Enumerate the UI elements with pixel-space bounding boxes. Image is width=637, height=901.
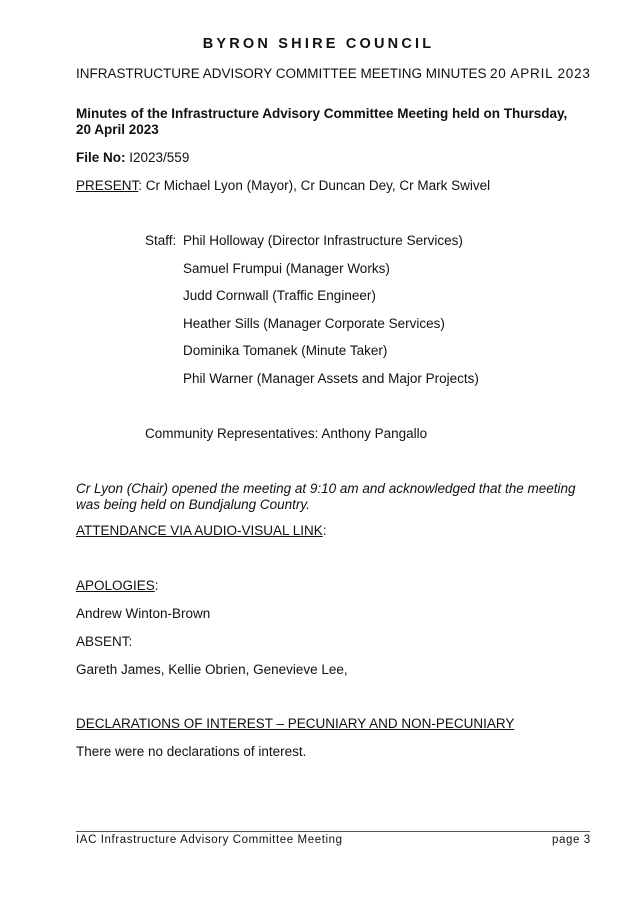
staff-member: Phil Warner (Manager Assets and Major Projects) — [183, 371, 479, 386]
absent-names: Gareth James, Kellie Obrien, Genevieve Lee, — [76, 662, 348, 677]
footer-committee-name: IAC Infrastructure Advisory Committee Meeting — [76, 834, 343, 846]
page-number: page 3 — [552, 834, 591, 846]
staff-member: Judd Cornwall (Traffic Engineer) — [183, 288, 376, 303]
attendance-section — [76, 523, 327, 538]
absent-heading: ABSENT: — [76, 634, 133, 649]
file-number — [76, 150, 189, 165]
present-names: : Cr Michael Lyon (Mayor), Cr Duncan Dey, Cr Mark Swivel — [138, 178, 491, 193]
staff-member: Heather Sills (Manager Corporate Services) — [183, 316, 445, 331]
document-header-date: 20 APRIL 2023 — [490, 66, 591, 81]
attendance-colon: : — [322, 523, 327, 538]
attendance-heading: ATTENDANCE VIA AUDIO-VISUAL LINK — [76, 523, 323, 538]
present-line — [76, 178, 490, 193]
file-number-label: File No: — [76, 150, 126, 165]
document-header-title: INFRASTRUCTURE ADVISORY COMMITTEE MEETING MINUTES — [76, 66, 487, 81]
minutes-title: Minutes of the Infrastructure Advisory Committee Meeting held on Thursday, 20 April 2023 — [76, 106, 568, 137]
staff-member: Phil Holloway (Director Infrastructure Services) — [183, 233, 463, 248]
staff-label: Staff: — [145, 233, 177, 248]
staff-member: Samuel Frumpui (Manager Works) — [183, 261, 390, 276]
community-representatives: Community Representatives: Anthony Pangallo — [145, 426, 428, 441]
declarations-text: There were no declarations of interest. — [76, 744, 307, 759]
present-heading: PRESENT — [76, 178, 139, 193]
declarations-heading: DECLARATIONS OF INTEREST – PECUNIARY AND NON-PECUNIARY — [76, 716, 515, 731]
file-number-value: I2023/559 — [129, 150, 190, 165]
apologies-names: Andrew Winton-Brown — [76, 606, 211, 621]
opening-statement: Cr Lyon (Chair) opened the meeting at 9:10 am and acknowledged that the meeting was being held on Bundjalung Country. — [76, 481, 576, 512]
council-name: BYRON SHIRE COUNCIL — [202, 36, 435, 52]
apologies-section — [76, 578, 159, 593]
apologies-heading: APOLOGIES — [76, 578, 155, 593]
footer-divider — [76, 831, 590, 832]
staff-member: Dominika Tomanek (Minute Taker) — [183, 343, 388, 358]
apologies-colon: : — [154, 578, 159, 593]
